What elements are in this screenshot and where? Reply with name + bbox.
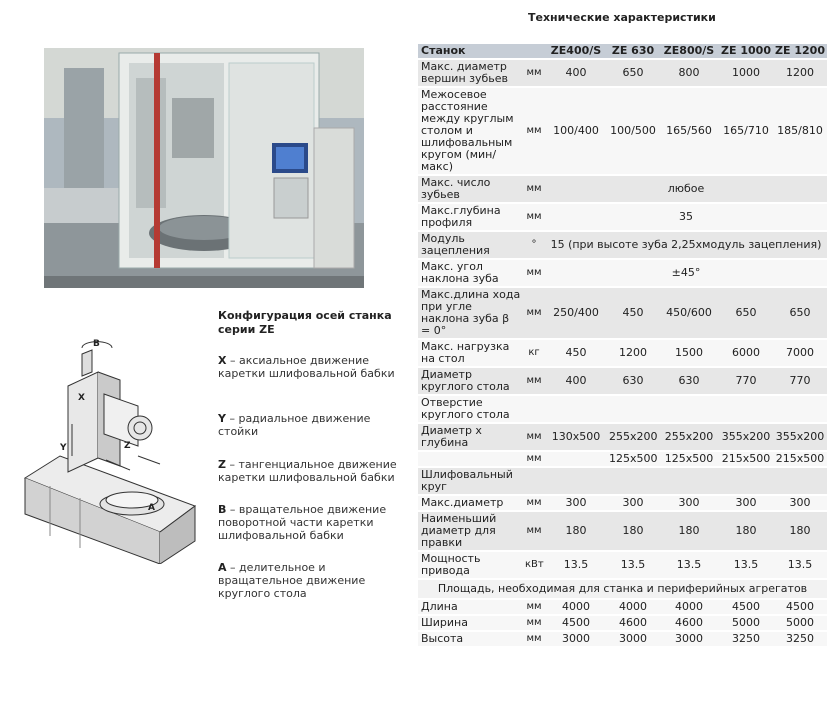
dim-value: 3250	[773, 632, 827, 646]
row-value	[607, 396, 659, 422]
row-unit: мм	[523, 204, 545, 230]
row-value: 1000	[719, 60, 773, 86]
row-value: 650	[719, 288, 773, 338]
dim-value: 4000	[545, 600, 607, 614]
row-value: 125x500	[609, 452, 658, 465]
row-label: Макс. число зубьев	[418, 176, 523, 202]
row-value: 180	[773, 512, 827, 550]
dim-unit: мм	[523, 616, 545, 630]
row-value: 770	[719, 368, 773, 394]
table-row	[418, 468, 827, 494]
area-note-row	[418, 580, 827, 598]
dim-value: 3000	[545, 632, 607, 646]
dim-row	[418, 600, 827, 614]
row-unit: мм	[523, 176, 545, 202]
row-label: Макс. угол наклона зуба	[418, 260, 523, 286]
table-row	[418, 204, 827, 230]
row-value: 300	[607, 496, 659, 510]
dim-label: Длина	[418, 600, 523, 614]
row-value: 255x200	[607, 424, 659, 450]
row-label: Наименьший диаметр для правки	[418, 512, 523, 550]
row-value: 1200	[773, 60, 827, 86]
row-value	[545, 396, 607, 422]
row-unit: мм	[523, 512, 545, 550]
dim-value: 4500	[773, 600, 827, 614]
row-value: 300	[719, 496, 773, 510]
row-unit: мм	[523, 452, 545, 466]
row-value: 215x500	[773, 452, 827, 466]
row-value	[719, 468, 773, 494]
axis-key: A	[218, 561, 227, 574]
table-title: Технические характеристики	[528, 11, 716, 24]
row-value: 250/400	[545, 288, 607, 338]
header-cell: ZE 1200	[773, 44, 827, 58]
dim-value: 4500	[545, 616, 607, 630]
row-value: 450	[607, 288, 659, 338]
axis-key: X	[218, 354, 227, 367]
axis-item-a	[218, 561, 408, 600]
row-label: Макс. нагрузка на стол	[418, 340, 523, 366]
row-label: Модуль зацепления	[418, 232, 523, 258]
row-unit: °	[523, 232, 545, 258]
row-value: 300	[545, 496, 607, 510]
axis-desc: – радиальное движение стойки	[218, 412, 371, 438]
dim-value: 4000	[607, 600, 659, 614]
row-label: Макс.длина хода при угле наклона зуба β = 0°	[418, 288, 523, 338]
table-row	[418, 232, 827, 258]
dim-label: Ширина	[418, 616, 523, 630]
dim-unit: мм	[523, 632, 545, 646]
axis-item-z	[218, 458, 408, 484]
table-row	[418, 288, 827, 338]
axis-item-b	[218, 503, 408, 542]
row-value: 165/710	[719, 88, 773, 174]
row-value: 1200	[607, 340, 659, 366]
dim-row	[418, 632, 827, 646]
row-label	[418, 452, 523, 466]
row-value-span: ±45°	[545, 260, 827, 286]
row-value: 13.5	[719, 552, 773, 578]
row-value: 800	[659, 60, 719, 86]
row-unit	[523, 396, 545, 422]
row-unit	[523, 468, 545, 494]
row-value: 355x200	[719, 424, 773, 450]
dim-value: 4500	[719, 600, 773, 614]
row-value-span: 35	[545, 204, 827, 230]
table-row	[418, 512, 827, 550]
row-value: 13.5	[607, 552, 659, 578]
axis-key: Y	[218, 412, 226, 425]
row-label: Макс. диаметр вершин зубьев	[418, 60, 523, 86]
table-row	[418, 260, 827, 286]
row-value	[719, 396, 773, 422]
table-row	[418, 552, 827, 578]
row-value-span: 15 (при высоте зуба 2,25xмодуль зацепления)	[545, 232, 827, 258]
row-unit: мм	[523, 288, 545, 338]
row-value: 400	[545, 368, 607, 394]
table-row	[418, 88, 827, 174]
dim-value: 5000	[773, 616, 827, 630]
dim-value: 3250	[719, 632, 773, 646]
row-value: 180	[545, 512, 607, 550]
row-value: 180	[607, 512, 659, 550]
axis-desc: – вращательное движение поворотной части каретки шлифовальной бабки	[218, 503, 387, 542]
row-value: 130x500	[545, 424, 607, 450]
dim-value: 3000	[659, 632, 719, 646]
axis-key: Z	[218, 458, 226, 471]
table-row	[418, 496, 827, 510]
table-row	[418, 60, 827, 86]
row-value: 125x500	[659, 452, 719, 466]
row-value: 1500	[659, 340, 719, 366]
row-value	[773, 396, 827, 422]
machine-photo	[44, 48, 364, 288]
dim-row	[418, 616, 827, 630]
spec-table-body	[418, 44, 827, 646]
dim-value: 4000	[659, 600, 719, 614]
row-value: 650	[607, 60, 659, 86]
axis-label-y: Y	[60, 443, 67, 453]
row-unit: мм	[523, 424, 545, 450]
row-value: 450/600	[659, 288, 719, 338]
axis-diagram	[20, 336, 200, 564]
row-value: 355x200	[773, 424, 827, 450]
row-value: 13.5	[773, 552, 827, 578]
header-cell: ZE 630	[607, 44, 659, 58]
header-cell: ZE800/S	[659, 44, 719, 58]
dim-value: 3000	[607, 632, 659, 646]
table-header-row	[418, 44, 827, 58]
row-unit: мм	[523, 368, 545, 394]
row-label: Макс.глубина профиля	[418, 204, 523, 230]
table-row	[418, 176, 827, 202]
header-cell	[523, 44, 545, 58]
row-value: 180	[719, 512, 773, 550]
axis-desc: – делительное и вращательное движение круглого стола	[218, 561, 366, 600]
row-value-span: любое	[545, 176, 827, 202]
row-value: 300	[659, 496, 719, 510]
row-value: 180	[659, 512, 719, 550]
row-value: 7000	[773, 340, 827, 366]
row-label: Мощность привода	[418, 552, 523, 578]
config-title: Конфигурация осей станка серии ZE	[218, 309, 392, 336]
row-unit: мм	[523, 496, 545, 510]
row-value: 630	[607, 368, 659, 394]
row-value: 400	[545, 60, 607, 86]
axis-item-y	[218, 412, 408, 438]
table-row	[418, 340, 827, 366]
dim-label: Высота	[418, 632, 523, 646]
row-value: 185/810	[773, 88, 827, 174]
table-row	[418, 368, 827, 394]
row-label: Межосевое расстояние между круглым столом и шлифовальным кругом (мин/макс)	[418, 88, 523, 174]
row-value: 13.5	[659, 552, 719, 578]
row-unit: мм	[523, 60, 545, 86]
row-value: 630	[659, 368, 719, 394]
row-unit: мм	[523, 88, 545, 174]
row-value: 300	[773, 496, 827, 510]
area-note: Площадь, необходимая для станка и периферийных агрегатов	[418, 580, 827, 598]
row-unit: мм	[523, 260, 545, 286]
row-value: 100/500	[607, 88, 659, 174]
spec-table	[418, 42, 827, 648]
row-value: 215x500	[719, 452, 773, 466]
row-value: 450	[545, 340, 607, 366]
row-unit: кг	[523, 340, 545, 366]
axis-label-z: Z	[124, 441, 131, 451]
row-value: 13.5	[545, 552, 607, 578]
axis-desc: – аксиальное движение каретки шлифовальной бабки	[218, 354, 395, 380]
row-label: Шлифовальный круг	[418, 468, 523, 494]
header-cell: ZE400/S	[545, 44, 607, 58]
row-value	[545, 468, 607, 494]
header-cell: ZE 1000	[719, 44, 773, 58]
row-value: 100/400	[545, 88, 607, 174]
row-label: Отверстие круглого стола	[418, 396, 523, 422]
row-value: 770	[773, 368, 827, 394]
row-value	[545, 452, 607, 466]
row-value: 165/560	[659, 88, 719, 174]
row-value	[659, 396, 719, 422]
axis-label-b: B	[93, 339, 100, 349]
header-cell: Станок	[418, 44, 523, 58]
row-label: Диаметр круглого стола	[418, 368, 523, 394]
row-value: 255x200	[659, 424, 719, 450]
axis-label-a: A	[148, 503, 155, 513]
table-row	[418, 396, 827, 422]
row-value: 6000	[719, 340, 773, 366]
row-unit: кВт	[523, 552, 545, 578]
table-row	[418, 424, 827, 450]
row-value	[607, 468, 659, 494]
axis-desc: – тангенциальное движение каретки шлифовальной бабки	[218, 458, 397, 484]
axis-key: B	[218, 503, 227, 516]
row-value	[659, 468, 719, 494]
row-value	[773, 468, 827, 494]
row-label: Диаметр x глубина	[418, 424, 523, 450]
dim-value: 5000	[719, 616, 773, 630]
row-label: Макс.диаметр	[418, 496, 523, 510]
dim-unit: мм	[523, 600, 545, 614]
dim-value: 4600	[607, 616, 659, 630]
axis-item-x	[218, 354, 408, 380]
table-row	[418, 452, 827, 466]
axis-label-x: X	[78, 393, 85, 403]
machine-photo-drawing	[44, 48, 364, 288]
row-value: 650	[773, 288, 827, 338]
dim-value: 4600	[659, 616, 719, 630]
